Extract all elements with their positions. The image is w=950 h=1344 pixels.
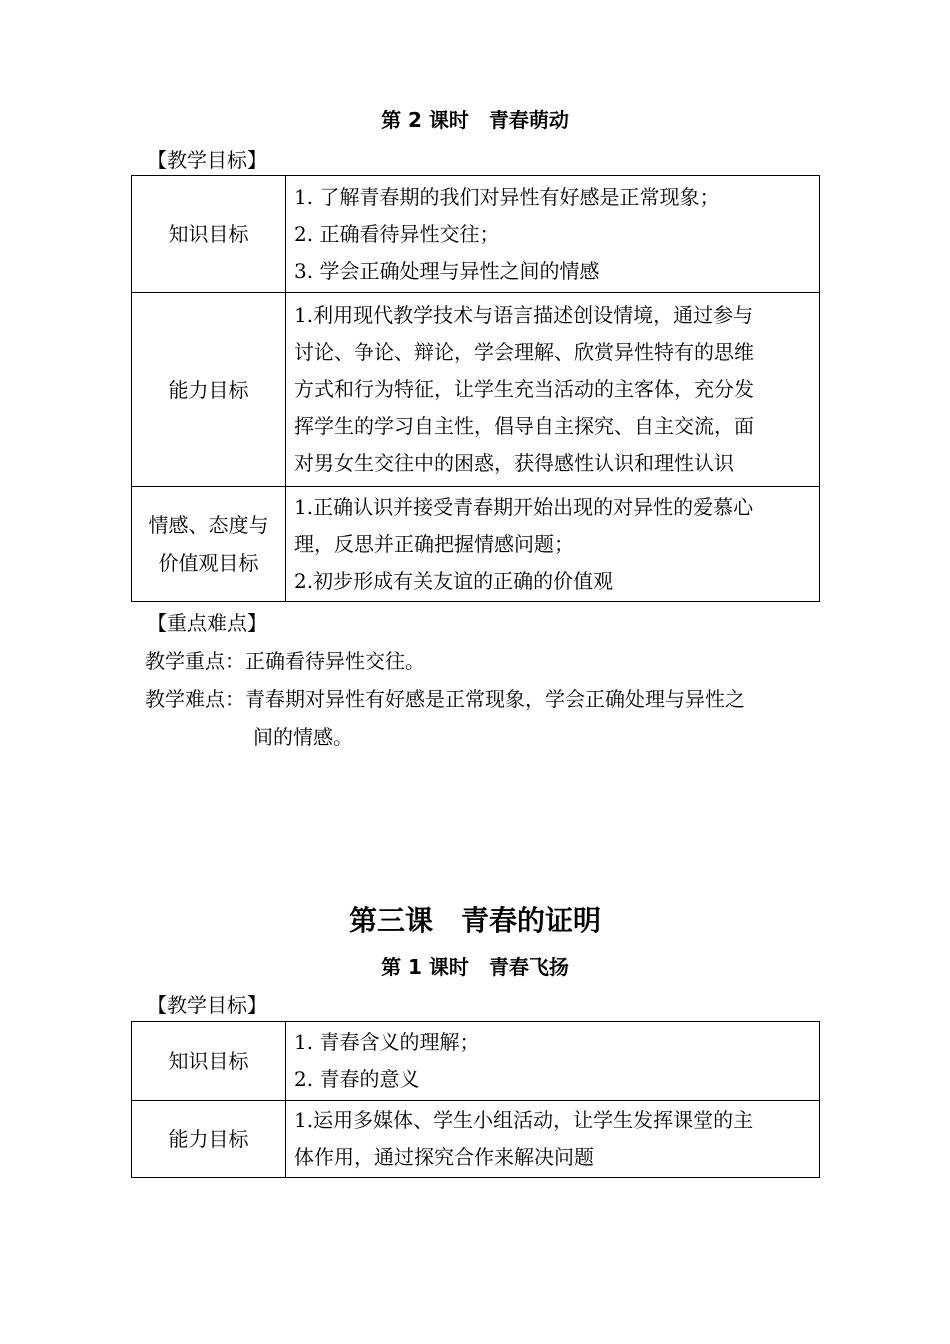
lesson-title: 第三课 青春的证明 — [348, 904, 601, 937]
content-cell — [286, 293, 820, 487]
category-label: 知识目标 — [168, 222, 249, 246]
objective-line: 体作用，通过探究合作来解决问题 — [294, 1145, 594, 1169]
objective-line: 1.利用现代教学技术与语言描述创设情境，通过参与 — [294, 303, 754, 327]
category-label: 知识目标 — [168, 1049, 249, 1073]
objective-line: 3. 学会正确处理与异性之间的情感 — [294, 258, 600, 283]
objective-line: 1.运用多媒体、学生小组活动，让学生发挥课堂的主 — [294, 1108, 754, 1132]
objective-line: 1.正确认识并接受青春期开始出现的对异性的爱慕心 — [294, 494, 754, 519]
objective-line: 挥学生的学习自主性，倡导自主探究、自主交流，面 — [294, 414, 754, 438]
table-row — [132, 487, 820, 602]
objective-line: 讨论、争论、辩论，学会理解、欣赏异性特有的思维 — [294, 340, 754, 364]
category-cell — [132, 1022, 286, 1101]
category-label: 价值观目标 — [158, 551, 259, 575]
objective-line: 理，反思并正确把握情感问题； — [294, 531, 574, 556]
table-row — [132, 1101, 820, 1178]
objective-line: 2. 青春的意义 — [294, 1067, 420, 1091]
content-cell — [286, 176, 820, 293]
category-label: 能力目标 — [168, 1127, 249, 1151]
table-row — [132, 1022, 820, 1101]
objectives-label: 【教学目标】 — [147, 148, 267, 172]
content-cell — [286, 1101, 820, 1178]
objective-line: 对男女生交往中的困惑，获得感性认识和理性认识 — [294, 451, 734, 475]
key-point: 教学重点：正确看待异性交往。 — [145, 649, 425, 673]
difficulty-line: 间的情感。 — [253, 725, 353, 749]
category-cell — [132, 293, 286, 487]
section1-title: 第 2 课时 青春萌动 — [381, 108, 569, 132]
table-row — [132, 176, 820, 293]
category-label: 能力目标 — [168, 377, 249, 402]
objective-line: 2. 正确看待异性交往； — [294, 221, 500, 246]
difficulty-line: 教学难点：青春期对异性有好感是正常现象，学会正确处理与异性之 — [145, 687, 745, 711]
table-row — [132, 293, 820, 487]
category-cell — [132, 487, 286, 602]
objectives-table — [131, 175, 820, 602]
section2-title: 第 1 课时 青春飞扬 — [381, 955, 569, 979]
objective-line: 方式和行为特征，让学生充当活动的主客体，充分发 — [294, 377, 754, 401]
objective-line: 2.初步形成有关友谊的正确的价值观 — [294, 568, 614, 593]
objectives-table — [131, 1021, 820, 1178]
objective-line: 1. 了解青春期的我们对异性有好感是正常现象； — [294, 184, 720, 209]
content-cell — [286, 1022, 820, 1101]
category-cell — [132, 176, 286, 293]
objective-line: 1. 青春含义的理解； — [294, 1030, 480, 1054]
content-cell — [286, 487, 820, 602]
category-cell — [132, 1101, 286, 1178]
category-label: 情感、态度与 — [148, 513, 269, 537]
objectives-label: 【教学目标】 — [147, 993, 267, 1017]
keypoints-label: 【重点难点】 — [147, 611, 267, 635]
